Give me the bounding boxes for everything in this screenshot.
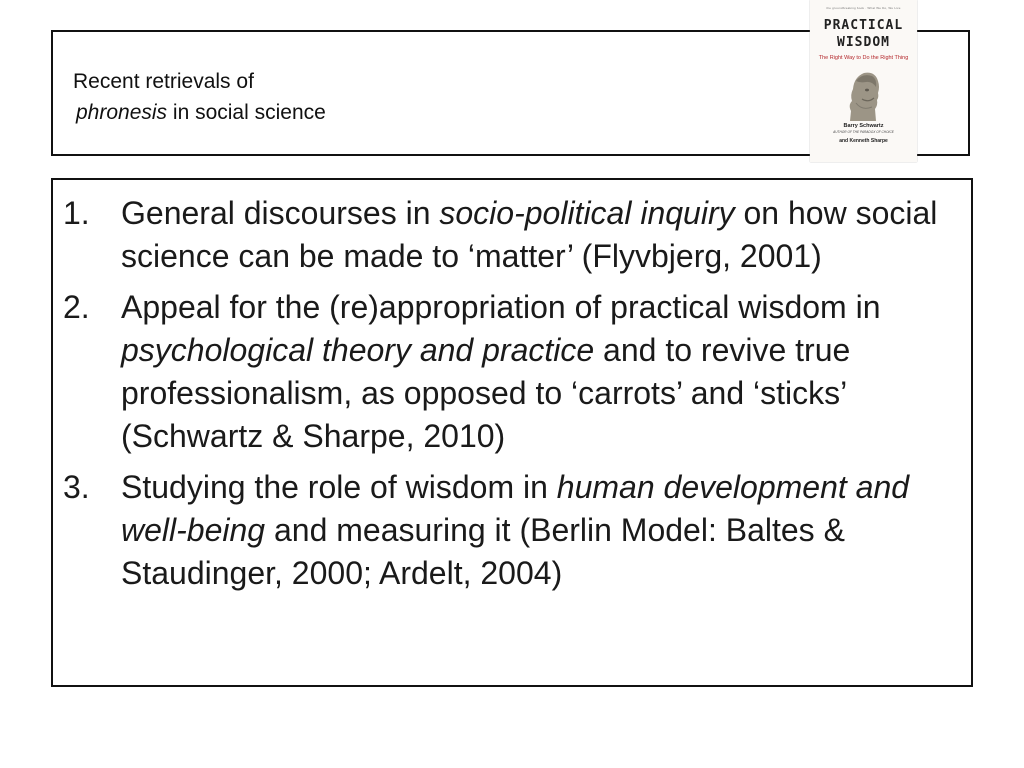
title-line-2 (73, 97, 326, 128)
cover-top-text: the groundbreaking book · What We Do, We Live (826, 6, 901, 10)
list-item-text: Appeal for the (re)appropriation of practical wisdom in (121, 289, 881, 325)
list-item (63, 286, 963, 458)
slide-title (73, 66, 326, 128)
list-item-text-rest: and to revive true professionalism, as opposed to ‘carrots’ and ‘sticks’ (Schwartz & Sharpe, 2010) (121, 332, 851, 454)
list-item (63, 466, 963, 595)
title-line-2-rest: in social science (167, 101, 326, 124)
list-item-text: Studying the role of wisdom in (121, 469, 557, 505)
list-item-number: 3. (63, 469, 90, 505)
book-cover-image (810, 0, 917, 162)
list-item-number: 1. (63, 195, 90, 231)
content-box (51, 178, 973, 687)
list-item-italic: human development and well-being (121, 469, 910, 548)
cover-title-line-1: PRACTICAL (823, 18, 904, 33)
cover-author-2: and Kenneth Sharpe (839, 138, 888, 144)
list-item-italic: socio-political inquiry (439, 195, 735, 231)
list-item-text-rest: and measuring it (Berlin Model: Baltes & Staudinger, 2000; Ardelt, 2004) (121, 512, 845, 591)
cover-subtitle: The Right Way to Do the Right Thing (818, 55, 909, 61)
title-italic-term: phronesis (76, 101, 168, 124)
cover-title (810, 17, 917, 51)
bust-icon (842, 67, 886, 121)
list-item-italic: psychological theory and practice (121, 332, 595, 368)
cover-title-line-2: WISDOM (837, 35, 890, 50)
title-line-1: Recent retrievals of (73, 70, 254, 93)
list-item-text: General discourses in (121, 195, 440, 231)
cover-author-1-subtitle: AUTHOR OF THE PARADOX OF CHOICE (833, 130, 894, 134)
list-item-text-rest: on how social science can be made to ‘matter’ (Flyvbjerg, 2001) (121, 195, 938, 274)
bullet-list (63, 192, 963, 603)
list-item-number: 2. (63, 289, 90, 325)
cover-author-1: Barry Schwartz (843, 123, 884, 129)
list-item (63, 192, 963, 278)
